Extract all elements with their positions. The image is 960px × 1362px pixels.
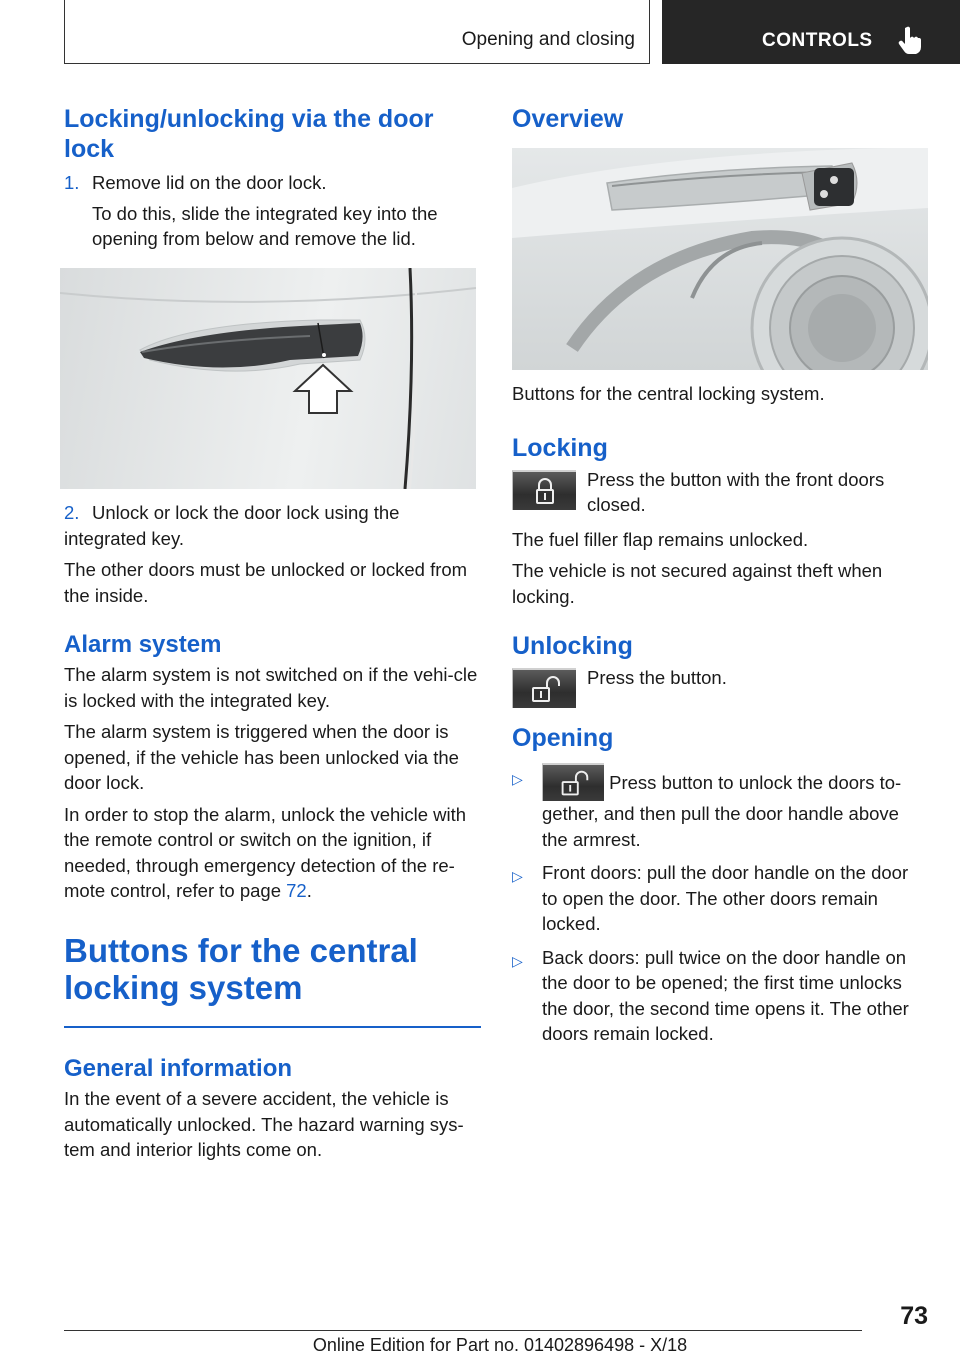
after-steps-text: The other doors must be unlocked or locked from the inside. bbox=[64, 559, 468, 606]
alarm-heading: Alarm system bbox=[64, 631, 222, 658]
alarm-text-end: . bbox=[306, 880, 312, 901]
lock-button-icon bbox=[512, 470, 576, 510]
locking-button-text: Press the button with the front doors closed. bbox=[587, 468, 885, 515]
step-1-detail: To do this, slide the integrated key into the opening from below and remove the lid. bbox=[92, 202, 438, 249]
step-text: Remove lid on the door lock. bbox=[92, 172, 327, 193]
locking-heading: Locking bbox=[512, 433, 608, 462]
overview-heading: Overview bbox=[512, 105, 624, 133]
door-handle-image bbox=[60, 268, 476, 489]
alarm-paragraph-1: The alarm system is not switched on if the vehi‐cle is locked with the integrated key. bbox=[64, 664, 478, 711]
step-number: 2. bbox=[64, 502, 80, 523]
opening-item-2 bbox=[512, 860, 928, 937]
left-column-bottom bbox=[64, 1054, 482, 1169]
page-number: 73 bbox=[900, 1302, 928, 1330]
locking-paragraph-2: The vehicle is not secured against theft when locking. bbox=[512, 560, 883, 607]
left-column-top bbox=[64, 104, 482, 252]
general-info-heading: General information bbox=[64, 1055, 293, 1082]
locking-paragraph-1: The fuel filler flap remains unlocked. bbox=[512, 528, 809, 550]
unlocking-heading: Unlocking bbox=[512, 632, 633, 660]
footer-rule bbox=[64, 1330, 862, 1331]
locking-button-row bbox=[512, 467, 928, 523]
overview-caption: Buttons for the central locking system. bbox=[512, 383, 825, 404]
door-lock-heading: Locking/unlocking via the door lock bbox=[64, 105, 434, 163]
pointing-hand-icon bbox=[898, 25, 922, 55]
step-1 bbox=[64, 170, 482, 196]
section-rule bbox=[64, 1026, 481, 1028]
unlock-button-icon bbox=[542, 763, 604, 801]
step-number: 1. bbox=[64, 172, 80, 193]
header-section-box bbox=[64, 0, 650, 64]
unlocking-button-row bbox=[512, 665, 928, 721]
alarm-text: In order to stop the alarm, unlock the vehicle with the remote control or switch on the ignition, if needed, through emergency detection of the re‐mote control, refer to page bbox=[64, 803, 467, 901]
unlock-button-icon bbox=[512, 668, 576, 708]
door-panel-image bbox=[512, 148, 928, 370]
step-text: Unlock or lock the door lock using the integrated key. bbox=[64, 502, 400, 549]
alarm-paragraph-2: The alarm system is triggered when the door is opened, if the vehicle has been unlocked via the door lock. bbox=[64, 721, 459, 793]
header-chapter-box bbox=[662, 0, 960, 64]
door-handle-illustration bbox=[60, 268, 476, 489]
buttons-section-heading: Buttons for the central locking system bbox=[64, 931, 418, 1006]
alarm-paragraph-3 bbox=[64, 802, 482, 904]
step-2 bbox=[64, 500, 482, 551]
opening-item-text: Back doors: pull twice on the door handle on the door to be opened; the first time unlocks the door, the second time opens it. The other doors remain locked. bbox=[542, 946, 909, 1044]
bullet-triangle-icon: ▷ bbox=[512, 868, 523, 884]
opening-item-text: Press button to unlock the doors to‐gether, and then pull the door handle above the armrest. bbox=[542, 772, 902, 850]
bullet-triangle-icon: ▷ bbox=[512, 952, 523, 969]
right-column-top bbox=[512, 104, 928, 134]
general-info-paragraph: In the event of a severe accident, the vehicle is automatically unlocked. The hazard warning sys‐tem and interior lights come on. bbox=[64, 1088, 464, 1160]
opening-heading: Opening bbox=[512, 724, 614, 752]
opening-item-1 bbox=[512, 763, 928, 852]
edition-footer: Online Edition for Part no. 01402896498 - X/18 bbox=[312, 1335, 688, 1355]
right-column-body bbox=[512, 381, 928, 1047]
door-panel-illustration bbox=[512, 148, 928, 370]
header-section-title: Opening and closing bbox=[461, 29, 635, 50]
page-reference-link[interactable]: 72 bbox=[286, 880, 307, 901]
unlocking-button-text: Press the button. bbox=[587, 667, 727, 688]
header-chapter-title: CONTROLS bbox=[762, 30, 873, 51]
opening-item-text: Front doors: pull the door handle on the door to open the door. The other doors remain locked. bbox=[542, 862, 909, 934]
opening-item-3 bbox=[512, 945, 928, 1047]
left-column-mid bbox=[64, 500, 482, 1006]
bullet-triangle-icon: ▷ bbox=[512, 771, 523, 787]
